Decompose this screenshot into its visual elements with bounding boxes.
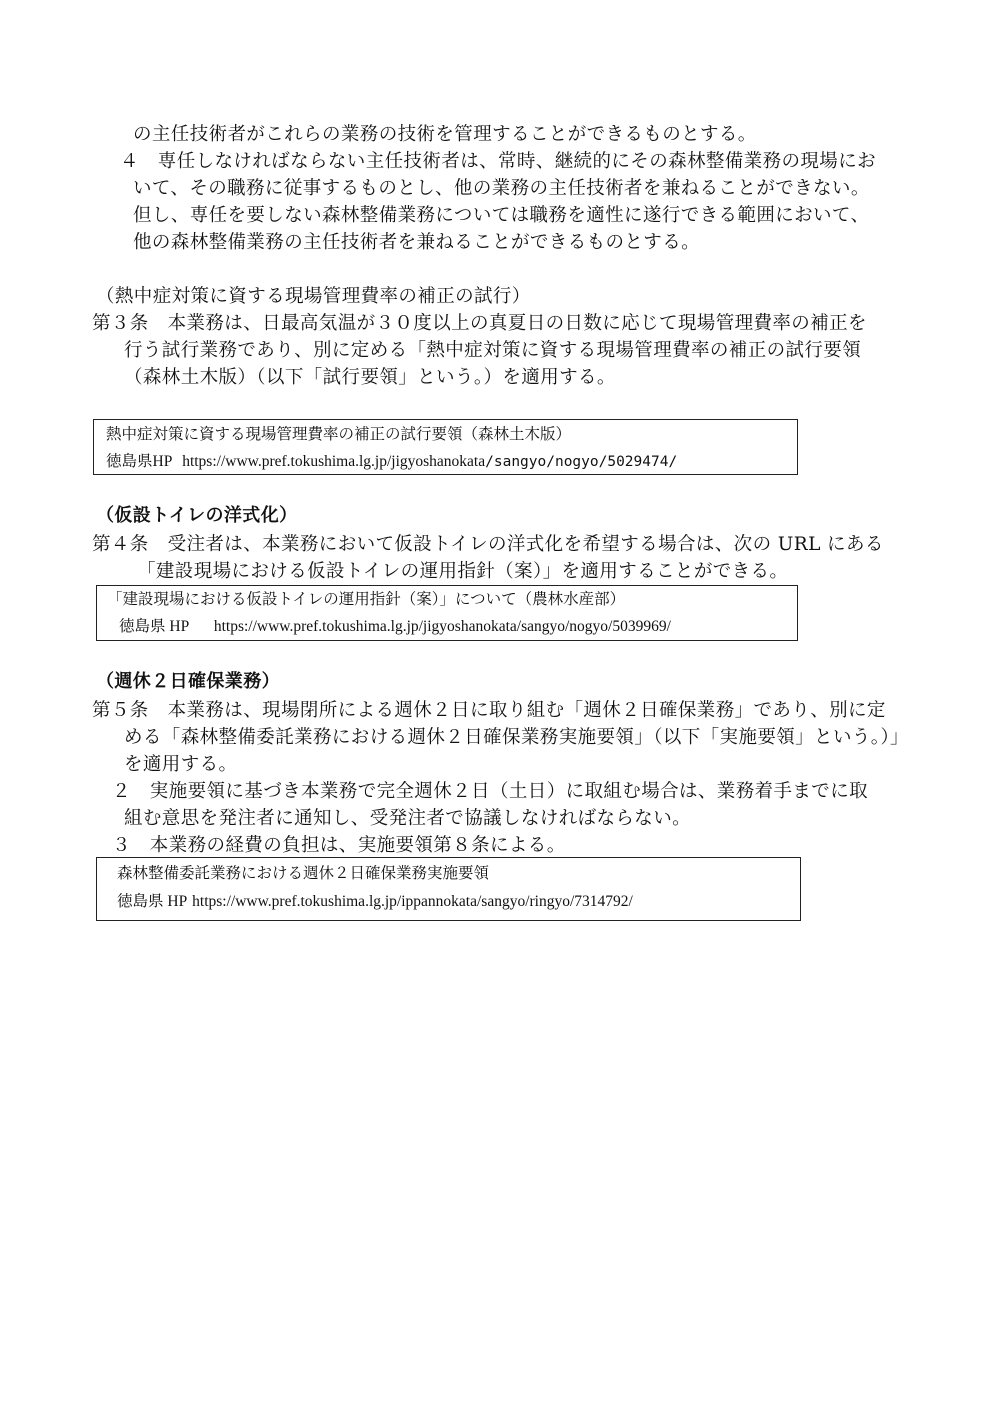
article4-text-line: 第４条 受注者は、本業務において仮設トイレの洋式化を希望する場合は、次の URL にある: [92, 534, 884, 555]
prefecture-hp-label: 徳島県 HP: [119, 618, 190, 635]
article3-reference-box: [93, 419, 798, 475]
article2-item4-line: いて、その職務に従事するものとし、他の業務の主任技術者を兼ねることができない。: [133, 178, 870, 199]
prefecture-hp-label: 徳島県HP: [106, 453, 173, 470]
reference-link[interactable]: https://www.pref.tokushima.lg.jp/ippannokata/sangyo/ringyo/7314792/: [192, 893, 633, 910]
article5-heading: （週休２日確保業務）: [96, 671, 280, 692]
article5-reference-title: 森林整備委託業務における週休２日確保業務実施要領: [117, 864, 490, 882]
reference-link-part[interactable]: /sangyo/nogyo/5029474/: [485, 454, 678, 470]
article2-item4-line: 他の森林整備業務の主任技術者を兼ねることができるものとする。: [133, 232, 701, 253]
article4-heading: （仮設トイレの洋式化）: [96, 505, 298, 526]
reference-link[interactable]: https://www.pref.tokushima.lg.jp/jigyoshanokata/sangyo/nogyo/5039969/: [213, 618, 671, 635]
article5-item2-line: 組む意思を発注者に通知し、受発注者で協議しなければならない。: [124, 808, 692, 829]
article4-reference-box: [96, 585, 798, 641]
prefecture-hp-label: 徳島県 HP: [117, 893, 188, 910]
article3-reference-url-line: [106, 450, 677, 473]
article4-reference-url-line: [119, 615, 671, 638]
article5-reference-url-line: [117, 890, 633, 913]
article3-text-line: （森林土木版）（以下「試行要領」という。）を適用する。: [124, 367, 616, 388]
reference-link[interactable]: [182, 453, 677, 470]
article5-text-line: める「森林整備委託業務における週休２日確保業務実施要領」（以下「実施要領」という。）」: [124, 727, 909, 748]
article2-item4-line: ４ 専任しなければならない主任技術者は、常時、継続的にその森林整備業務の現場にお: [120, 151, 877, 172]
article3-heading: （熱中症対策に資する現場管理費率の補正の試行）: [96, 286, 531, 307]
article5-reference-box: [96, 857, 801, 921]
article5-text-line: 第５条 本業務は、現場閉所による週休２日に取り組む「週休２日確保業務」であり、別に定: [92, 700, 886, 721]
article3-text-line: 第３条 本業務は、日最高気温が３０度以上の真夏日の日数に応じて現場管理費率の補正を: [92, 313, 867, 334]
article5-item2-line: ２ 実施要領に基づき本業務で完全週休２日（土日）に取組む場合は、業務着手までに取: [112, 781, 869, 802]
article2-item4-line: 但し、専任を要しない森林整備業務については職務を適性に遂行できる範囲において、: [133, 205, 870, 226]
article5-item3-line: ３ 本業務の経費の負担は、実施要領第８条による。: [112, 835, 566, 856]
article3-reference-title: 熱中症対策に資する現場管理費率の補正の試行要領（森林土木版）: [106, 425, 572, 443]
article4-text-line: 「建設現場における仮設トイレの運用指針（案）」を適用することができる。: [137, 561, 789, 582]
article3-text-line: 行う試行業務であり、別に定める「熱中症対策に資する現場管理費率の補正の試行要領: [124, 340, 862, 361]
article4-reference-title: 「建設現場における仮設トイレの運用指針（案）」について（農林水産部）: [107, 590, 626, 608]
article2-text-line: の主任技術者がこれらの業務の技術を管理することができるものとする。: [133, 124, 757, 145]
article5-text-line: を適用する。: [124, 754, 238, 775]
reference-link-part[interactable]: https://www.pref.tokushima.lg.jp/jigyoshanokata: [182, 453, 486, 470]
